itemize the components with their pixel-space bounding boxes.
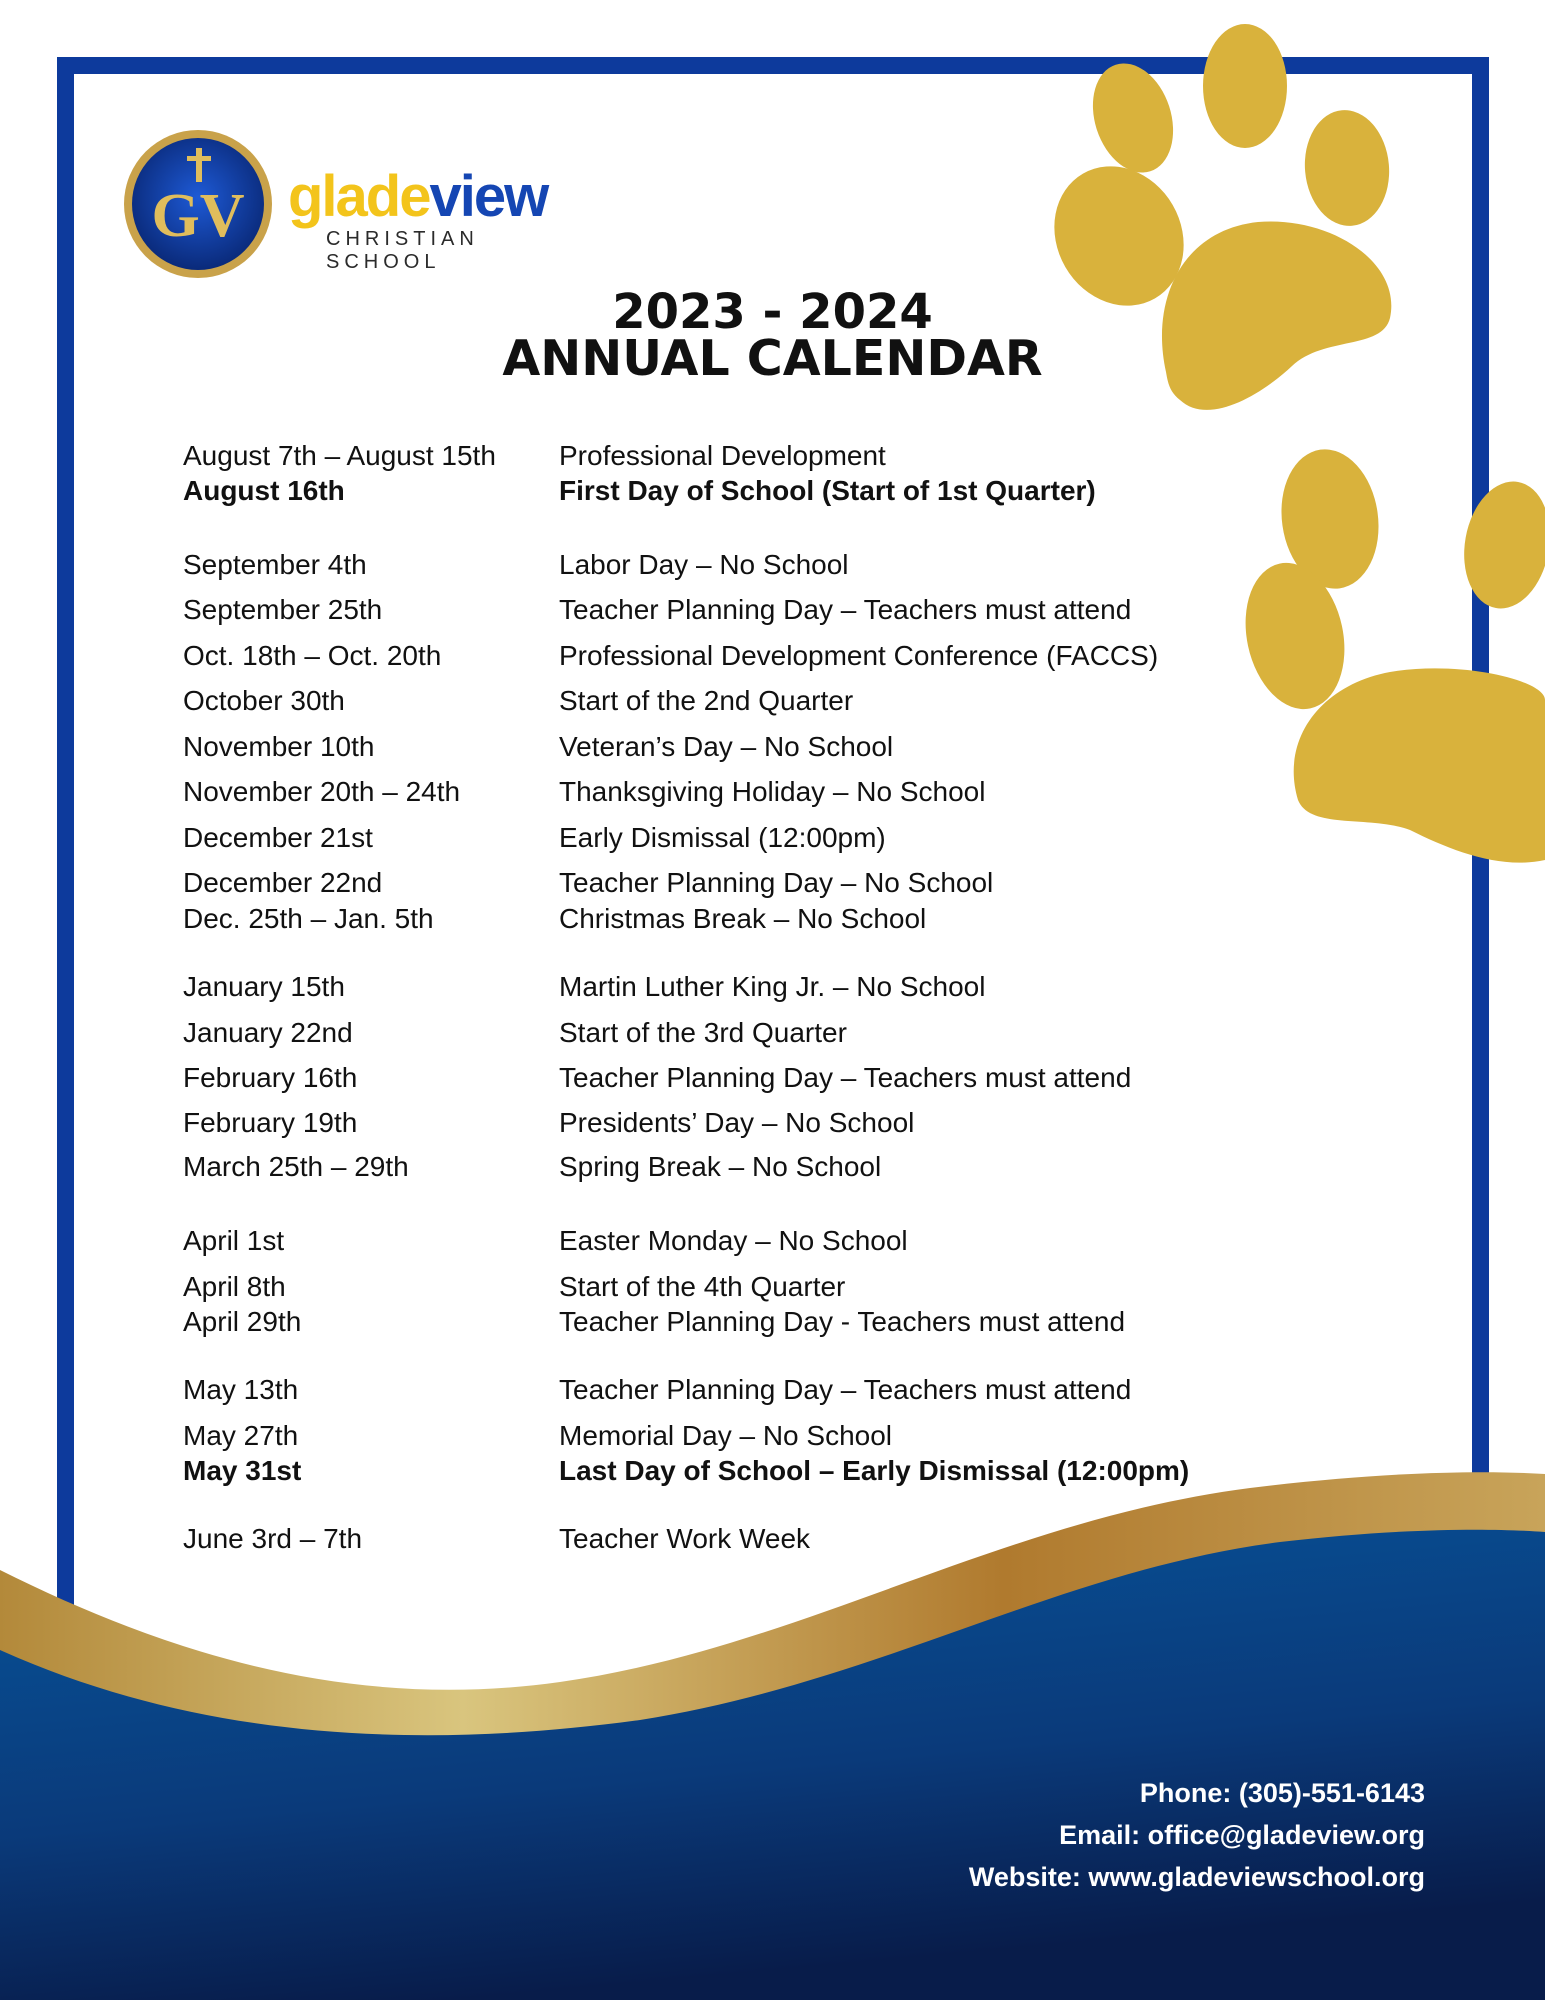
event-description: Labor Day – No School [559,549,849,580]
calendar-row [183,549,1383,589]
footer-wave-decoration [0,1420,1545,2000]
event-date: February 16th [183,1062,358,1093]
event-description: Professional Development [559,440,886,471]
calendar-row [183,1374,1383,1414]
calendar-row [183,1306,1383,1346]
event-date: May 27th [183,1420,299,1451]
event-description: Memorial Day – No School [559,1420,893,1451]
calendar-row [183,776,1383,816]
school-logo [122,128,592,288]
contact-phone[interactable]: Phone: (305)-551-6143 [1139,1778,1425,1808]
event-date: December 22nd [183,867,383,898]
logo-word-view: view [429,164,548,229]
event-description: Teacher Planning Day - Teachers must attend [559,1306,1126,1337]
event-date: April 29th [183,1306,302,1337]
event-date: Dec. 25th – Jan. 5th [183,903,434,934]
event-description: Start of the 2nd Quarter [559,685,854,716]
calendar-row [183,1271,1383,1311]
calendar-row [183,594,1383,634]
event-date: May 31st [183,1455,302,1486]
event-description: Professional Development Conference (FACCS) [559,640,1159,671]
logo-monogram: GV [151,182,245,250]
calendar-row [183,1225,1383,1265]
contact-website[interactable]: Website: www.gladeviewschool.org [968,1862,1425,1892]
event-description: Teacher Planning Day – Teachers must attend [559,1062,1132,1093]
event-date: September 4th [183,549,367,580]
event-date: Oct. 18th – Oct. 20th [183,640,442,671]
event-description: Thanksgiving Holiday – No School [559,776,986,807]
page-title: ANNUAL CALENDAR [502,330,1043,387]
logo-subtitle: CHRISTIAN SCHOOL [326,228,479,273]
event-date: May 13th [183,1374,299,1405]
calendar-row [183,1151,1383,1191]
calendar-row [183,1017,1383,1057]
event-description: Spring Break – No School [559,1151,882,1182]
event-description: Veteran’s Day – No School [559,731,894,762]
calendar-row [183,475,1383,515]
contact-email[interactable]: Email: office@gladeview.org [1059,1820,1425,1850]
event-description: Martin Luther King Jr. – No School [559,971,986,1002]
event-date: November 20th – 24th [183,776,461,807]
event-description: Teacher Planning Day – Teachers must attend [559,1374,1132,1405]
calendar-row [183,1062,1383,1102]
calendar-row [183,640,1383,680]
calendar-row [183,440,1383,480]
event-description: Presidents’ Day – No School [559,1107,915,1138]
calendar-row [183,867,1383,907]
event-description: First Day of School (Start of 1st Quarter) [559,475,1096,506]
event-date: April 8th [183,1271,286,1302]
event-date: February 19th [183,1107,358,1138]
calendar-row [183,822,1383,862]
event-description: Early Dismissal (12:00pm) [559,822,886,853]
calendar-row [183,731,1383,771]
event-date: August 7th – August 15th [183,440,496,471]
event-date: January 15th [183,971,345,1002]
calendar-row [183,1107,1383,1147]
event-description: Start of the 4th Quarter [559,1271,846,1302]
event-description: Teacher Planning Day – No School [559,867,994,898]
event-description: Start of the 3rd Quarter [559,1017,847,1048]
calendar-row [183,685,1383,725]
logo-wordmark [288,164,548,229]
event-date: December 21st [183,822,373,853]
event-description: Last Day of School – Early Dismissal (12:00pm) [559,1455,1190,1486]
event-date: November 10th [183,731,375,762]
page-title-years: 2023 - 2024 [612,284,933,340]
event-date: March 25th – 29th [183,1151,409,1182]
event-description: Teacher Work Week [559,1523,811,1554]
event-date: January 22nd [183,1017,353,1048]
calendar-row [183,903,1383,943]
calendar-row [183,971,1383,1011]
event-date: June 3rd – 7th [183,1523,363,1554]
event-date: October 30th [183,685,345,716]
event-date: August 16th [183,475,345,506]
event-date: April 1st [183,1225,285,1256]
event-description: Easter Monday – No School [559,1225,908,1256]
logo-badge [122,128,274,280]
event-description: Teacher Planning Day – Teachers must attend [559,594,1132,625]
logo-word-glade: glade [288,164,430,229]
event-description: Christmas Break – No School [559,903,927,934]
event-date: September 25th [183,594,383,625]
